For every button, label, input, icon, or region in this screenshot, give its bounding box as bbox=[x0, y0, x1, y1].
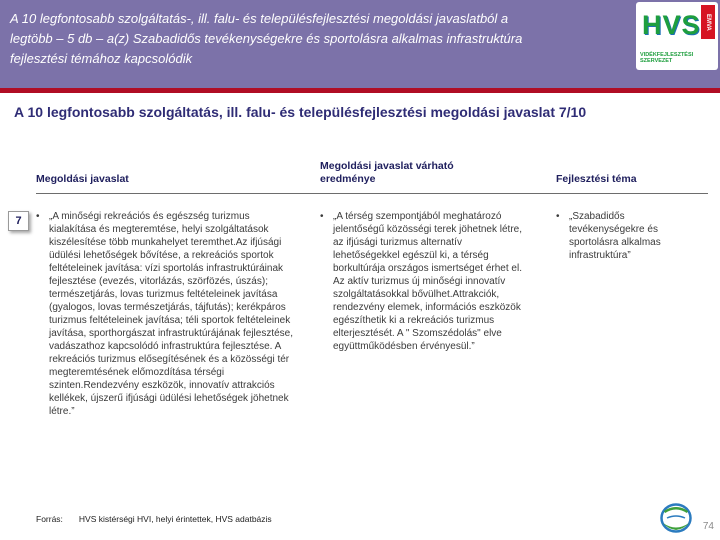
column-header-fejlesztesi-tema: Fejlesztési téma bbox=[556, 173, 637, 186]
column-header-varhato-eredmenye: Megoldási javaslat várható eredménye bbox=[320, 160, 454, 186]
column-header-cell bbox=[36, 173, 320, 186]
varhato-eredmenye-text: „A térség szempontjából meghatározó jelentőségű közösségi terek jöhetnek létre, az ifjúsági turizmus alternatív lehetőségekkel egészül ki, a térség borkultúrája országos ismertséget érhet el. Az aktív turizmus új minőségi innovatív szolgáltatásokkal bővülhet.Attrakciók, rendezvény elemek, információs eszközök egészíthetik ki a rekreációs turizmus elterjesztését. A " Szomszédolás" elve együttműködésben érvényesül.” bbox=[333, 211, 523, 352]
bullet-item bbox=[556, 210, 708, 262]
header-statement: A 10 legfontosabb szolgáltatás-, ill. falu- és településfejlesztési megoldási javaslatból a legtöbb – 5 db – a(z) Szabadidős tevékenységekre és sportolásra alkalmas infrastruktúra fejlesztési témához kapcsolódik bbox=[10, 11, 523, 67]
source-text: HVS kistérségi HVI, helyi érintettek, HVS adatbázis bbox=[78, 514, 272, 524]
column-header-megoldasi-javaslat: Megoldási javaslat bbox=[36, 173, 129, 186]
column-header-cell bbox=[556, 173, 708, 186]
bullet-item bbox=[320, 210, 556, 353]
page-number: 74 bbox=[702, 521, 714, 532]
hvs-logo-emva-tab: EMVA bbox=[701, 5, 715, 39]
hvs-logo-text: HVS bbox=[642, 10, 701, 40]
fejlesztesi-tema-text: „Szabadidős tevékenységekre és sportolásra alkalmas infrastruktúra” bbox=[569, 211, 661, 261]
bullet-icon: • bbox=[36, 211, 40, 222]
cell-fejlesztesi-tema bbox=[556, 210, 708, 418]
source-label: Forrás: bbox=[36, 514, 63, 524]
cell-megoldasi-javaslat bbox=[36, 210, 320, 418]
bullet-icon: • bbox=[320, 211, 324, 222]
bullet-icon: • bbox=[556, 211, 560, 222]
table-header-row bbox=[36, 156, 708, 194]
header-banner bbox=[0, 0, 720, 88]
row-number-badge: 7 bbox=[8, 211, 29, 231]
column-header-cell bbox=[320, 160, 556, 186]
hvs-logo-subtitle: VIDÉKFEJLESZTÉSI SZERVEZET bbox=[640, 51, 694, 65]
bullet-item bbox=[36, 210, 320, 418]
hvs-logo bbox=[636, 2, 718, 70]
page-title: A 10 legfontosabb szolgáltatás, ill. falu- és településfejlesztési megoldási javaslat 7/10 bbox=[14, 104, 587, 120]
megoldasi-javaslat-text: „A minőségi rekreációs és egészség turizmus kialakítása és megteremtése, helyi szolgáltatások kiszélesítése több munkahelyet teremthet.Az ifjúsági üdülési lehetőségek bővítése, a rekreációs sportok feltételeinek javítása: vízi sportolás infrastruktúráinak fejlesztése (evezés, vitorlázás, szörfözés, úszás); természetjárás, lovas turizmus feltételeinek javítása (gyalogos, lovas természetjárás, tájfutás); kerékpáros turizmus feltételeinek javítása; téli sportok feltételeinek javítása, sporthorgászat infrastruktúrájának fejlesztése, vadászathoz kapcsolódó infrastruktúra fejlesztése. A rekreációs turizmus elősegítésének és a közösségi tér megteremtésének előmozdítása térségi szinten.Rendezvény eszközök, innovatív attrakciós kellékek, újszerű ifjúsági üdülési lehetőségek jöhetnek létre.” bbox=[49, 211, 294, 417]
source-footer bbox=[36, 514, 272, 524]
divider-bar bbox=[0, 88, 720, 93]
cell-varhato-eredmenye bbox=[320, 210, 556, 418]
hvs-emblem-icon bbox=[658, 502, 694, 534]
table-body-row bbox=[36, 210, 708, 418]
